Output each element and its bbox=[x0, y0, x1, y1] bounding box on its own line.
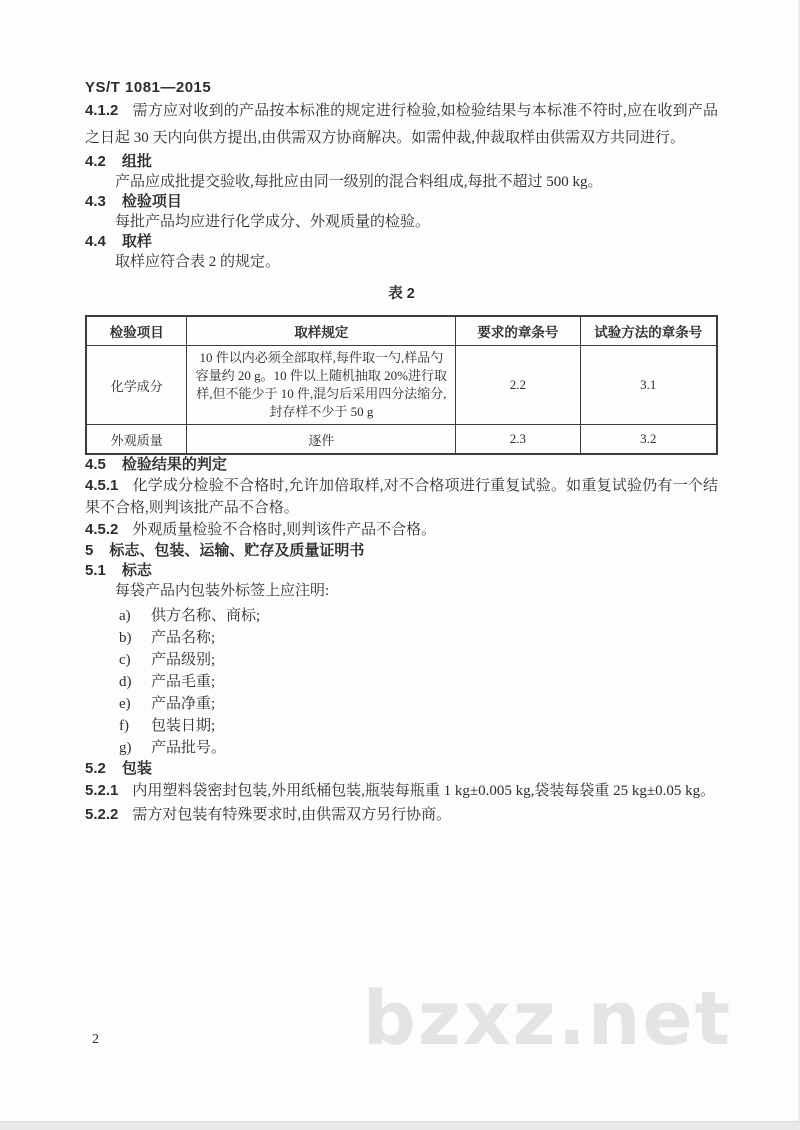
paragraph-4-2: 产品应成批提交验收,每批应由同一级别的混合料组成,每批不超过 500 kg。 bbox=[115, 174, 603, 190]
clause-4-5-1 bbox=[85, 475, 718, 519]
section-number: 4.3 bbox=[85, 193, 106, 210]
section-title: 包装 bbox=[121, 760, 152, 777]
list-item-text: 供方名称、商标; bbox=[151, 608, 261, 624]
clause-text: 外观质量检验不合格时,则判该件产品不合格。 bbox=[132, 522, 437, 538]
watermark: bzxz.net bbox=[362, 976, 732, 1062]
clause-text: 化学成分检验不合格时,允许加倍取样,对不合格项进行重复试验。如重复试验仍有一个结果不合格,则判该批产品不合格。 bbox=[85, 478, 718, 516]
table-header-item: 检验项目 bbox=[86, 316, 187, 346]
table-row bbox=[86, 346, 717, 425]
page-number: 2 bbox=[92, 1032, 99, 1047]
clause-text: 需方对包装有特殊要求时,由供需双方另行协商。 bbox=[132, 807, 452, 823]
sampling-table bbox=[85, 315, 718, 455]
section-number: 5 bbox=[85, 542, 94, 559]
clause-5-2-2 bbox=[85, 803, 718, 827]
section-heading-5-2 bbox=[85, 759, 718, 779]
table-header-requirement: 要求的章条号 bbox=[456, 316, 580, 346]
list-item bbox=[119, 693, 718, 715]
list-marker: g) bbox=[119, 740, 132, 756]
cell-method: 3.1 bbox=[580, 346, 717, 425]
doc-code: YS/T 1081—2015 bbox=[85, 79, 212, 96]
section-number: 5.2 bbox=[85, 760, 106, 777]
clause-number: 4.5.1 bbox=[85, 477, 119, 494]
section-title: 检验项目 bbox=[121, 193, 182, 210]
section-title: 标志 bbox=[121, 562, 152, 579]
list-marker: b) bbox=[119, 630, 132, 646]
cell-item: 化学成分 bbox=[86, 346, 187, 425]
table-header-row bbox=[86, 316, 717, 346]
clause-number: 5.2.2 bbox=[85, 806, 119, 823]
list-item bbox=[119, 649, 718, 671]
list-item bbox=[119, 715, 718, 737]
clause-number: 4.1.2 bbox=[85, 102, 119, 119]
scan-edge-bottom bbox=[0, 1121, 800, 1130]
list-marker: d) bbox=[119, 674, 132, 690]
section-heading-4-3 bbox=[85, 192, 718, 212]
list-item-text: 产品净重; bbox=[151, 696, 216, 712]
section-number: 4.4 bbox=[85, 233, 106, 250]
list-item bbox=[119, 671, 718, 693]
clause-text: 需方应对收到的产品按本标准的规定进行检验,如检验结果与本标准不符时,应在收到产品之日起 30 天内向供方提出,由供需双方协商解决。如需仲裁,仲裁取样由供需双方共同进行。 bbox=[85, 103, 718, 146]
cell-requirement: 2.3 bbox=[456, 425, 580, 455]
list-item-text: 产品名称; bbox=[151, 630, 216, 646]
label-requirements-list bbox=[85, 605, 718, 759]
section-title: 标志、包装、运输、贮存及质量证明书 bbox=[109, 542, 365, 559]
table-row bbox=[86, 425, 717, 455]
section-heading-4-2 bbox=[85, 152, 718, 172]
section-number: 5.1 bbox=[85, 562, 106, 579]
cell-rule: 逐件 bbox=[187, 425, 456, 455]
clause-number: 4.5.2 bbox=[85, 521, 119, 538]
section-title: 检验结果的判定 bbox=[121, 456, 227, 473]
cell-method: 3.2 bbox=[580, 425, 717, 455]
list-marker: a) bbox=[119, 608, 131, 624]
clause-5-2-1 bbox=[85, 779, 718, 803]
section-heading-4-4 bbox=[85, 232, 718, 252]
section-number: 4.5 bbox=[85, 456, 106, 473]
table-title: 表 2 bbox=[388, 286, 415, 302]
section-heading-4-5 bbox=[85, 455, 718, 475]
list-item bbox=[119, 605, 718, 627]
clause-text: 内用塑料袋密封包装,外用纸桶包装,瓶装每瓶重 1 kg±0.005 kg,袋装每袋重 25 kg±0.05 kg。 bbox=[132, 783, 716, 799]
cell-rule: 10 件以内必须全部取样,每件取一勺,样品勺容量约 20 g。10 件以上随机抽取 20%进行取样,但不能少于 10 件,混匀后采用四分法缩分,封存样不少于 50 g bbox=[187, 346, 456, 425]
clause-4-5-2 bbox=[85, 519, 718, 541]
cell-requirement: 2.2 bbox=[456, 346, 580, 425]
section-heading-5 bbox=[85, 541, 718, 561]
list-item bbox=[119, 737, 718, 759]
clause-number: 5.2.1 bbox=[85, 782, 119, 799]
section-title: 取样 bbox=[121, 233, 152, 250]
paragraph-4-4: 取样应符合表 2 的规定。 bbox=[115, 254, 281, 270]
list-item bbox=[119, 627, 718, 649]
table-header-method: 试验方法的章条号 bbox=[580, 316, 717, 346]
section-number: 4.2 bbox=[85, 153, 106, 170]
list-item-text: 产品毛重; bbox=[151, 674, 216, 690]
paragraph-4-3: 每批产品均应进行化学成分、外观质量的检验。 bbox=[115, 214, 431, 230]
list-item-text: 产品级别; bbox=[151, 652, 216, 668]
list-marker: e) bbox=[119, 696, 131, 712]
list-item-text: 包装日期; bbox=[151, 718, 216, 734]
list-marker: f) bbox=[119, 718, 129, 734]
paragraph-5-1-intro: 每袋产品内包装外标签上应注明: bbox=[115, 583, 330, 599]
clause-4-1-2 bbox=[85, 97, 718, 152]
list-item-text: 产品批号。 bbox=[151, 740, 227, 756]
section-heading-5-1 bbox=[85, 561, 718, 581]
table-header-rule: 取样规定 bbox=[187, 316, 456, 346]
cell-item: 外观质量 bbox=[86, 425, 187, 455]
list-marker: c) bbox=[119, 652, 131, 668]
section-title: 组批 bbox=[121, 153, 152, 170]
page-content bbox=[0, 78, 800, 827]
